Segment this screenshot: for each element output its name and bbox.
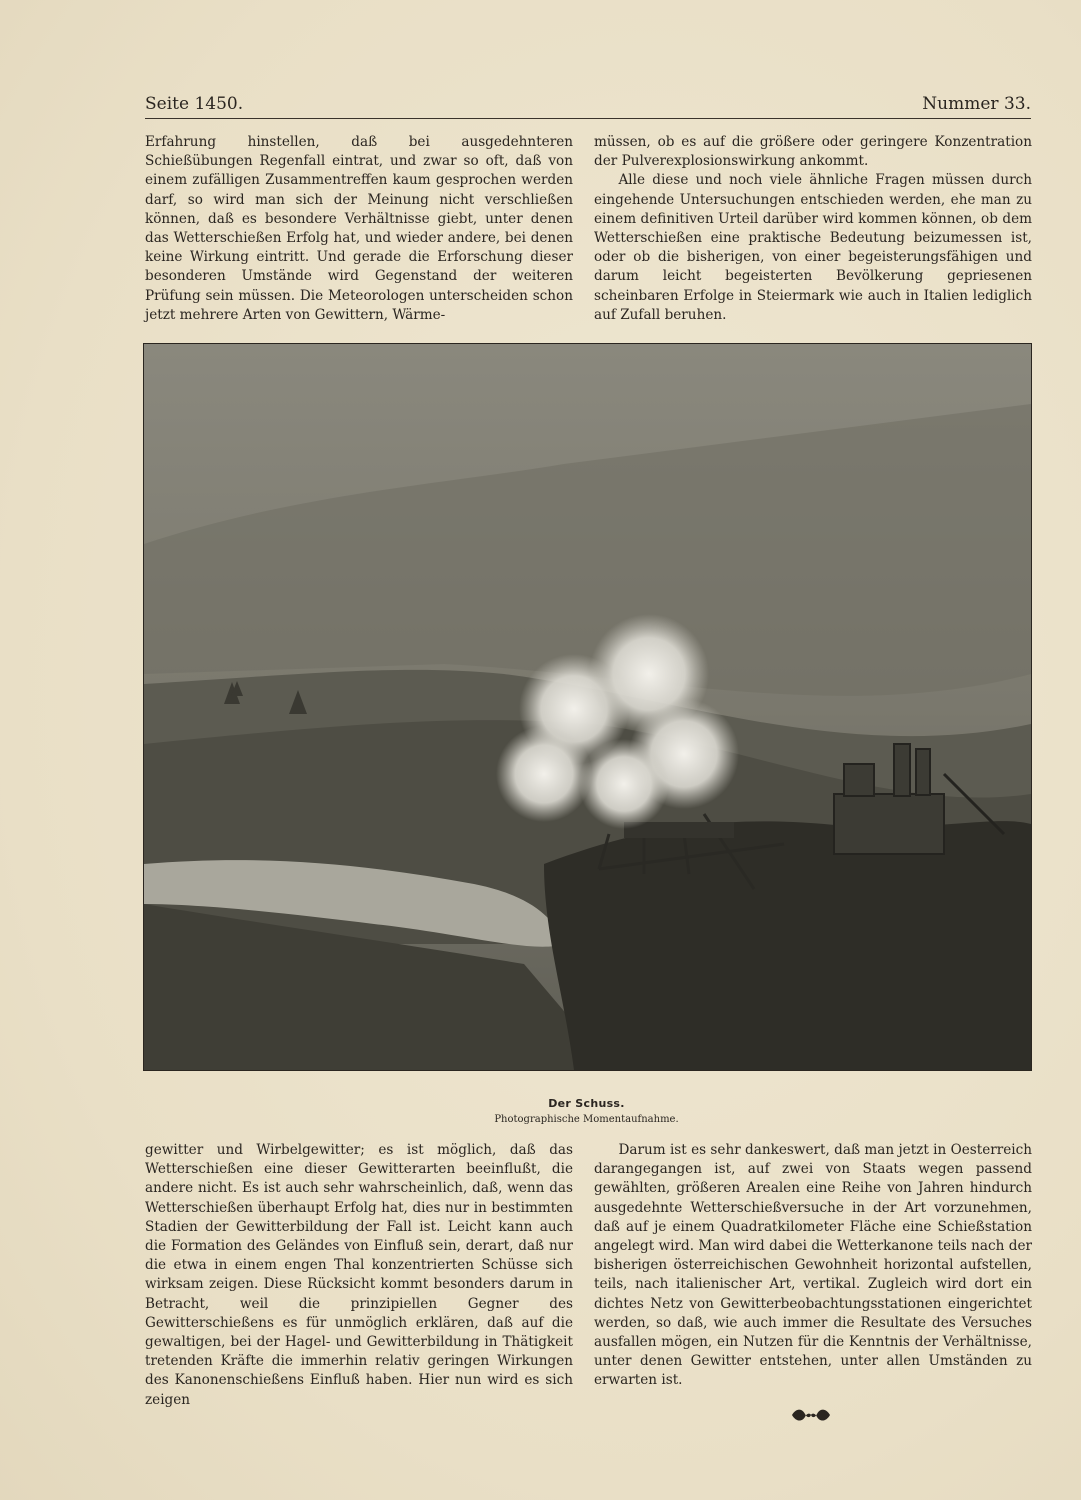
- issue-number: Nummer 33.: [922, 94, 1031, 114]
- figure-caption: Der Schuss.: [548, 1097, 625, 1110]
- text-column-top-left: [145, 133, 573, 325]
- paragraph: Alle diese und noch viele ähnliche Fragen müssen durch eingehende Untersuchungen entschieden werden, ehe man zu einem definitiven Urteil darüber wird kommen können, ob dem Wetterschießen eine praktische Bedeutung beizumessen ist, oder ob die bisherigen, von einer begeisterungsfähigen und darum leicht begeisterten Bevölkerung gepriesenen scheinbaren Erfolge in Steiermark wie auch in Italien lediglich auf Zufall beruhen.: [594, 172, 1032, 323]
- paragraph: müssen, ob es auf die größere oder geringere Konzentration der Pulverexplosionswirkung ankommt.: [594, 134, 1032, 170]
- figure-credit: Photographische Momentaufnahme.: [494, 1114, 679, 1125]
- decorative-flourish-icon: [790, 1406, 832, 1424]
- hillside-cannon-smoke-photo: [143, 343, 1032, 1071]
- paragraph: Darum ist es sehr dankeswert, daß man jetzt in Oesterreich darangegangen ist, auf zwei von Staats wegen passend gewählten, größeren Arealen eine Reihe von Jahren hindurch ausgedehnte Wetterschießversuche in der Art vorzunehmen, daß auf je einem Quadratkilometer Fläche eine Schießstation angelegt wird. Man wird dabei die Wetterkanone teils nach der bisherigen österreichischen Gewohnheit horizontal aufstellen, teils, nach italienischer Art, vertikal. Zugleich wird dort ein dichtes Netz von Gewitterbeobachtungsstationen eingerichtet werden, so daß, wie auch immer die Resultate des Versuches ausfallen mögen, ein Nutzen für die Kenntnis der Verhältnisse, unter denen Gewitter entstehen, unter allen Umständen zu erwarten ist.: [594, 1142, 1032, 1389]
- paragraph: Erfahrung hinstellen, daß bei ausgedehnteren Schießübungen Regenfall eintrat, und zwar so oft, daß von einem zufälligen Zusammentreffen kaum gesprochen werden darf, so wird man sich der Meinung nicht verschließen können, daß es besondere Verhältnisse giebt, unter denen das Wetterschießen Erfolg hat, und wieder andere, bei denen keine Wirkung eintritt. Und gerade die Erforschung dieser besonderen Umstände wird Gegenstand der weiteren Prüfung sein müssen. Die Meteorologen unterscheiden schon jetzt mehrere Arten von Gewittern, Wärme-: [145, 134, 573, 323]
- text-column-bottom-right: [594, 1141, 1032, 1391]
- paragraph: gewitter und Wirbelgewitter; es ist möglich, daß das Wetterschießen eine dieser Gewitterarten beeinflußt, die andere nicht. Es ist auch sehr wahrscheinlich, daß, wenn das Wetterschießen überhaupt Erfolg hat, dies nur in bestimmten Stadien der Gewitterbildung der Fall ist. Leicht kann auch die Formation des Geländes von Einfluß sein, derart, daß nur die etwa in einem engen Thal konzentrierten Schüsse sich wirksam zeigen. Diese Rücksicht kommt besonders darum in Betracht, weil die prinzipiellen Gegner des Gewitterschießens es für unmöglich erklären, daß auf die gewaltigen, bei der Hagel- und Gewitterbildung in Thätigkeit tretenden Kräfte die immerhin relativ geringen Wirkungen des Kanonenschießens Einfluß haben. Hier nun wird es sich zeigen: [145, 1142, 573, 1408]
- text-column-bottom-left: [145, 1141, 573, 1410]
- page-number: Seite 1450.: [145, 94, 244, 114]
- header-rule: [145, 118, 1031, 119]
- text-column-top-right: [594, 133, 1032, 325]
